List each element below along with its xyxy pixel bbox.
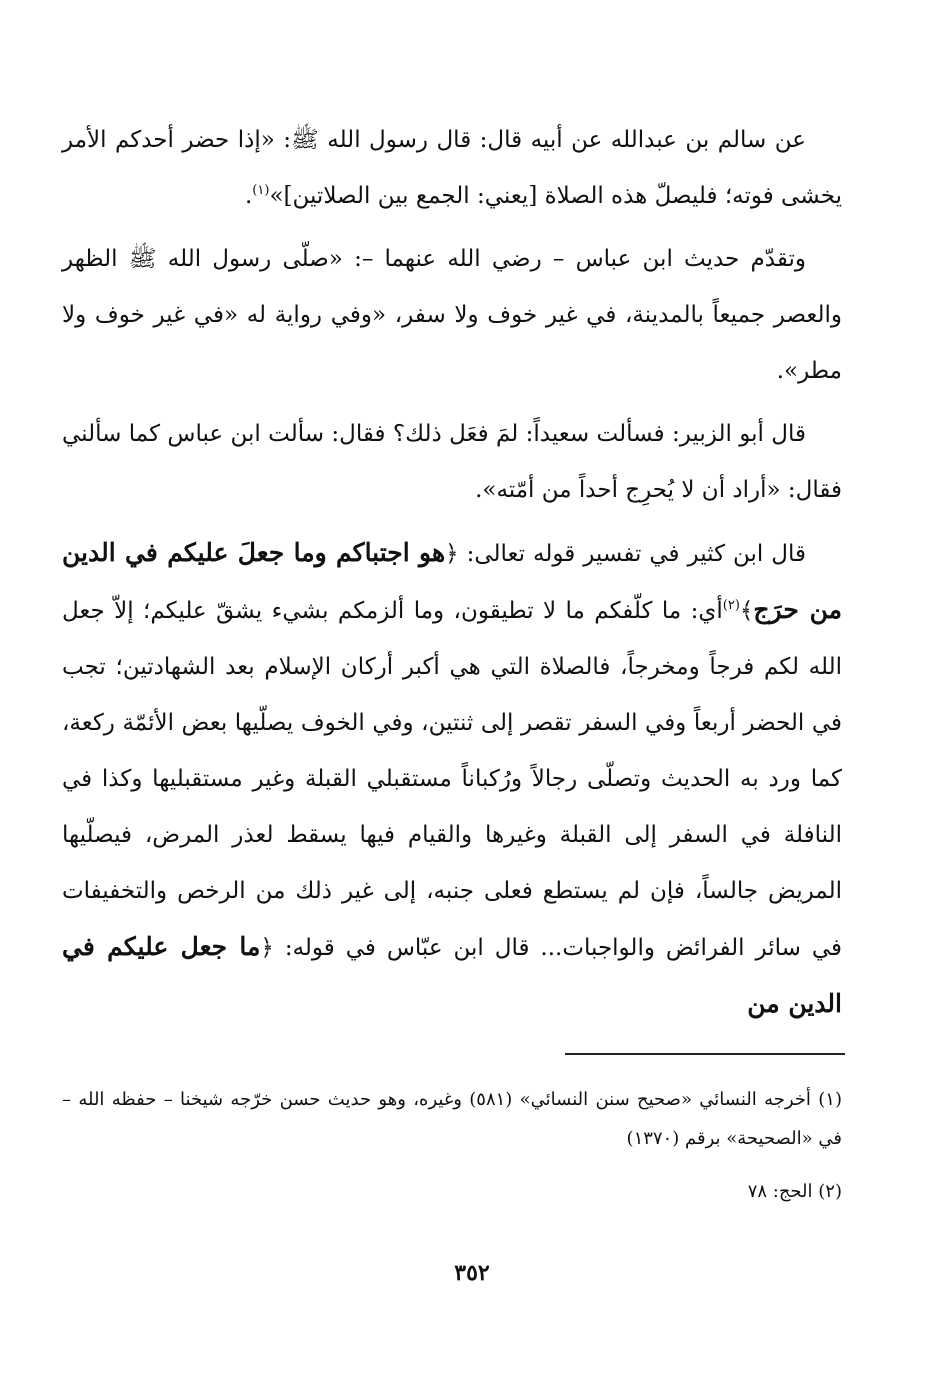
- paragraph-2: [62, 231, 842, 399]
- paragraph-text: قال أبو الزبير: فسألت سعيداً: لمَ فعَل ذلك؟ فقال: سألت ابن عباس كما سألني فقال: «أراد أن لا يُحرِج أحداً من أمّته».: [62, 421, 842, 503]
- footnote-2: (٢) الحج: ٧٨: [747, 1181, 842, 1202]
- paragraph-4: [62, 525, 842, 1033]
- footnote-ref: (٢): [722, 598, 740, 613]
- paragraph-text: عن سالم بن عبدالله عن أبيه قال: قال رسول الله ﷺ: «إذا حضر أحدكم الأمر يخشى فوته؛ فليصلّ هذه الصلاة [يعني: الجمع بين الصلاتين]»: [62, 127, 842, 209]
- footnote-ref: (١): [252, 183, 270, 198]
- paragraph-text: وتقدّم حديث ابن عباس – رضي الله عنهما –: «صلّى رسول الله ﷺ الظهر والعصر جميعاً بالمدينة، في غير خوف ولا سفر، «وفي رواية له «في غير خوف ولا مطر».: [62, 246, 842, 384]
- paragraph-text: أي: ما كلّفكم ما لا تطيقون، وما ألزمكم بشيء يشقّ عليكم؛ إلاّ جعل الله لكم فرجاً ومخرجاً، فالصلاة التي هي أكبر أركان الإسلام بعد الشهادتين؛ تجب في الحضر أربعاً وفي السفر تقصر إلى ثنتين، وفي الخوف يصلّيها بعض الأئمّة ركعة، كما ورد به الحديث وتصلّى رجالاً ورُكباناً مستقبلي القبلة وغير مستقبليها وكذا في النافلة في السفر إلى القبلة وغيرها والقيام فيها يسقط لعذر المرض، فيصلّيها المريض جالساً، فإن لم يستطع فعلى جنبه، إلى غير ذلك من الرخص والتخفيفات في سائر الفرائض والواجبات... قال ابن عبّاس في قوله: ﴿: [62, 598, 842, 961]
- footnote-divider: [565, 1053, 845, 1055]
- paragraph-text: ﴾: [739, 598, 754, 624]
- page-number: ٣٥٢: [454, 1260, 490, 1286]
- quran-verse: ما جعل عليكم في الدين من: [62, 932, 842, 1018]
- footnotes: [62, 1080, 842, 1211]
- main-text: [62, 112, 842, 1040]
- quran-verse: هو اجتباكم وما جعلَ عليكم في الدين من حرَج: [62, 538, 842, 624]
- paragraph-text: قال ابن كثير في تفسير قوله تعالى: ﴿: [445, 541, 807, 567]
- paragraph-3: [62, 406, 842, 518]
- footnote-1: (١) أخرجه النسائي «صحيح سنن النسائي» (٥٨١) وغيره، وهو حديث حسن خرّجه شيخنا – حفظه الله – في «الصحيحة» برقم (١٣٧٠): [62, 1089, 842, 1149]
- paragraph-text: .: [244, 183, 253, 209]
- paragraph-1: [62, 112, 842, 224]
